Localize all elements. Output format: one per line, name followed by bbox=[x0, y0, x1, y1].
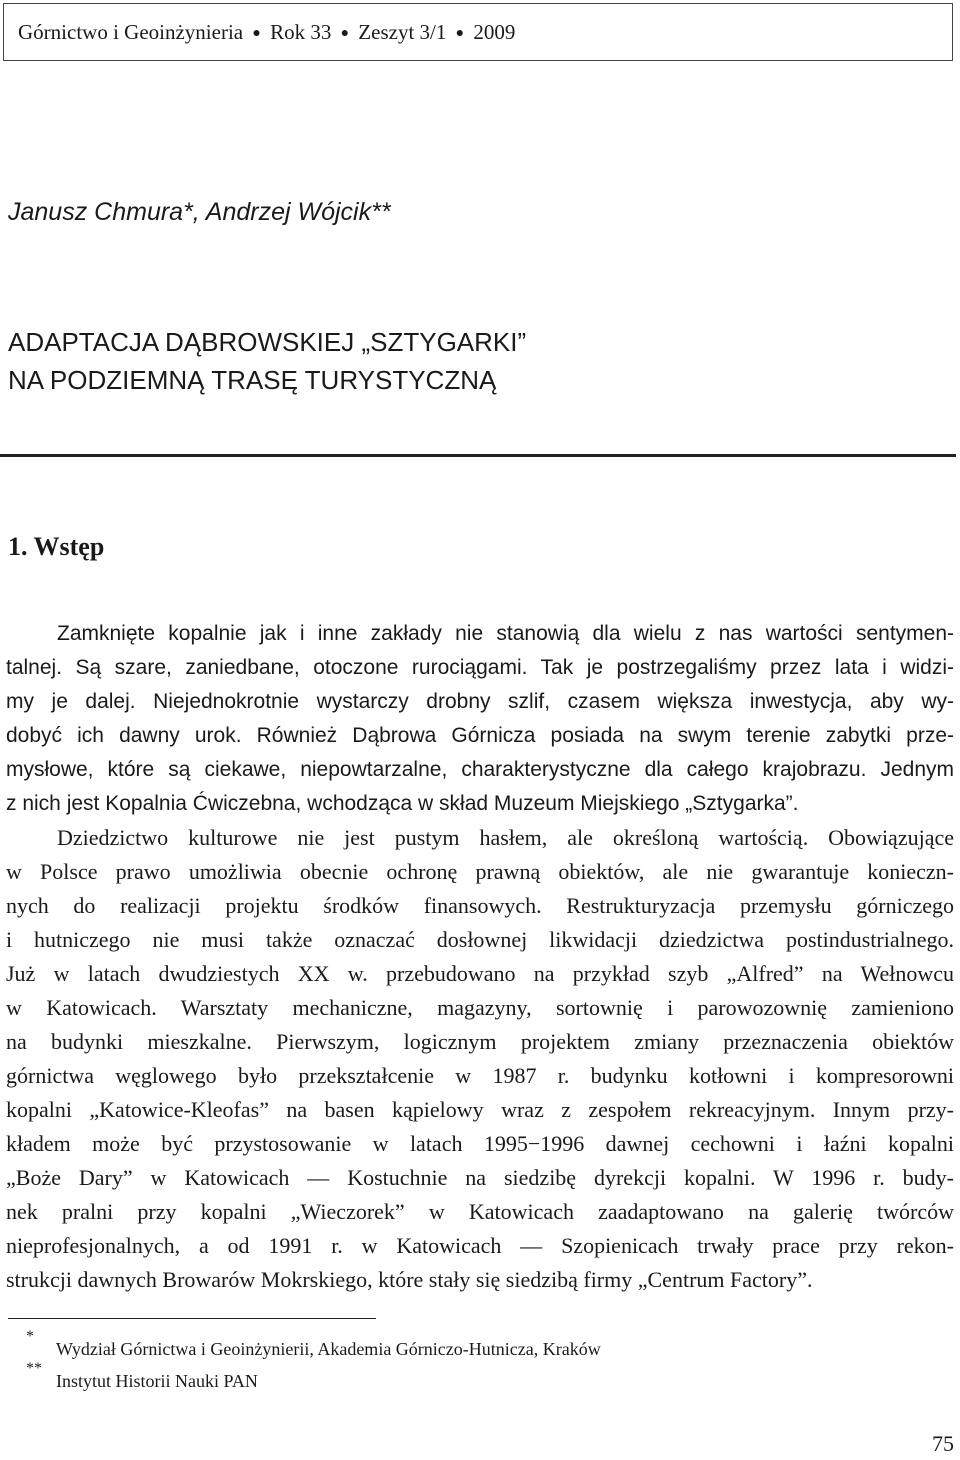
body-line: z nich jest Kopalnia Ćwiczebna, wchodząca w skład Muzeum Miejskiego „Sztygarka”. bbox=[6, 792, 799, 815]
bullet-separator: ● bbox=[340, 26, 350, 41]
body-line: strukcji dawnych Browarów Mokrskiego, które stały się siedzibą firmy „Centrum Factory”. bbox=[6, 1267, 813, 1292]
body-line: i hutniczego nie musi także oznaczać dosłownej likwidacji dziedzictwa postindustrialnego. bbox=[6, 927, 954, 952]
body-line: na budynki mieszkalne. Pierwszym, logicznym projektem zmiany przeznaczenia obiektów bbox=[6, 1029, 954, 1054]
journal-header bbox=[3, 3, 953, 61]
body-line: Zamknięte kopalnie jak i inne zakłady nie stanowią dla wielu z nas wartości sentymen- bbox=[57, 622, 954, 645]
body-line: Już w latach dwudziestych XX w. przebudowano na przykład szyb „Alfred” na Wełnowcu bbox=[6, 961, 954, 986]
body-line: kładem może być przystosowanie w latach 1995−1996 dawnej cechowni i łaźni kopalni bbox=[6, 1131, 954, 1156]
footnote-text: Instytut Historii Nauki PAN bbox=[56, 1371, 258, 1391]
body-line: nych do realizacji projektu środków finansowych. Restrukturyzacja przemysłu górniczego bbox=[6, 893, 954, 918]
body-line: mysłowe, które są ciekawe, niepowtarzalne, charakterystyczne dla całego krajobrazu. Jednym bbox=[6, 758, 954, 781]
body-line: nek pralni przy kopalni „Wieczorek” w Katowicach zaadaptowano na galerię twórców bbox=[6, 1199, 954, 1224]
body-line: górnictwa węglowego było przekształcenie w 1987 r. budynku kotłowni i kompresorowni bbox=[6, 1063, 954, 1088]
journal-name: Górnictwo i Geoinżynieria bbox=[18, 20, 244, 44]
footnote-text: Wydział Górnictwa i Geoinżynierii, Akademia Górniczo-Hutnicza, Kraków bbox=[56, 1339, 601, 1359]
body-line: kopalni „Katowice-Kleofas” na basen kąpielowy wraz z zespołem rekreacyjnym. Innym przy- bbox=[6, 1097, 954, 1122]
footnote-mark: ** bbox=[26, 1360, 42, 1377]
body-text bbox=[6, 617, 954, 1297]
body-line: w Katowicach. Warsztaty mechaniczne, magazyny, sortownię i parowozownię zamieniono bbox=[6, 995, 954, 1020]
section-heading: 1. Wstęp bbox=[8, 532, 105, 561]
journal-volume: Rok 33 bbox=[270, 20, 332, 44]
body-line: Dziedzictwo kulturowe nie jest pustym hasłem, ale określoną wartością. Obowiązujące bbox=[57, 825, 954, 850]
title-divider bbox=[0, 454, 956, 457]
title-line-1: ADAPTACJA DĄBROWSKIEJ „SZTYGARKI” bbox=[8, 327, 527, 357]
body-line: w Polsce prawo umożliwia obecnie ochronę prawną obiektów, ale nie gwarantuje konieczn- bbox=[6, 859, 954, 884]
footnote-divider bbox=[8, 1318, 376, 1319]
body-line: my je dalej. Niejednokrotnie wystarczy drobny szlif, czasem większa inwestycja, aby wy- bbox=[6, 690, 954, 713]
title-line-2: NA PODZIEMNĄ TRASĘ TURYSTYCZNĄ bbox=[8, 365, 497, 395]
body-line: nieprofesjonalnych, a od 1991 r. w Katowicach — Szopienicach trwały prace przy rekon- bbox=[6, 1233, 954, 1258]
bullet-separator: ● bbox=[252, 26, 261, 41]
footnote-mark: * bbox=[26, 1328, 34, 1345]
body-line: „Boże Dary” w Katowicach — Kostuchnie na siedzibę dyrekcji kopalni. W 1996 r. budy- bbox=[6, 1165, 954, 1190]
page-number: 75 bbox=[932, 1431, 954, 1456]
journal-year: 2009 bbox=[473, 20, 516, 44]
body-line: talnej. Są szare, zaniedbane, otoczone rurociągami. Tak je postrzegaliśmy przez lata i widzi- bbox=[6, 656, 954, 679]
journal-issue: Zeszyt 3/1 bbox=[358, 20, 447, 44]
body-line: dobyć ich dawny urok. Również Dąbrowa Górnicza posiada na swym terenie zabytki prze- bbox=[6, 724, 954, 747]
authors: Janusz Chmura*, Andrzej Wójcik** bbox=[8, 198, 391, 226]
bullet-separator: ● bbox=[455, 26, 465, 41]
paper-title bbox=[8, 323, 526, 399]
